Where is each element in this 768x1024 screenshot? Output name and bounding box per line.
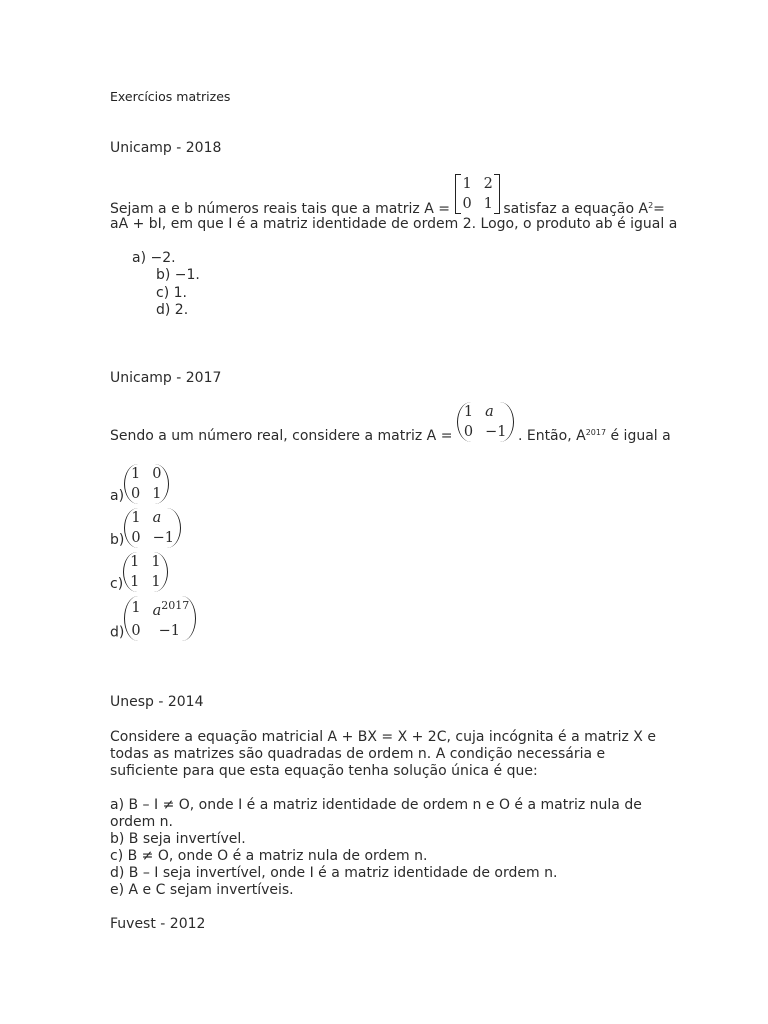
q3-option-e: e) A e C sejam invertíveis. [110,882,294,898]
q1-exponent: 2 [648,201,654,210]
matrix-cell: 0 [462,196,472,212]
q3-option-b: b) B seja invertível. [110,831,246,847]
q3-heading: Unesp - 2014 [110,694,204,710]
matrix-cell: 1 [483,196,493,212]
option-label: b) [110,532,125,548]
q3-text-line3: suficiente para que esta equação tenha solução única é que: [110,763,538,779]
matrix-cell: −1 [485,424,507,440]
q2-heading: Unicamp - 2017 [110,370,222,386]
matrix-cell: 2 [483,176,493,192]
q3-option-d: d) B – I seja invertível, onde I é a matriz identidade de ordem n. [110,865,558,881]
q1-option-b: b) −1. [156,267,200,283]
q3-option-c: c) B ≠ O, onde O é a matriz nula de ordem n. [110,848,428,864]
option-label: a) [110,488,125,504]
option-label: c) [110,576,124,592]
matrix-cell: 1 [463,404,474,420]
q3-text-line2: todas as matrizes são quadradas de ordem n. A condição necessária e [110,746,606,762]
q1-text-before: Sejam a e b números reais tais que a matriz A = [110,201,450,217]
q1-option-d: d) 2. [156,302,189,318]
matrix-cell: 1 [462,176,472,192]
q3-option-a-cont: ordem n. [110,814,173,830]
q2-matrix-a [457,402,514,442]
q2-text-before: Sendo a um número real, considere a matriz A = [110,428,453,444]
q2-option-d [110,596,196,641]
q1-text-after: satisfaz a equação $A^2=$ [503,201,665,217]
option-matrix: 1 1 1 1 [123,552,167,592]
q3-option-a: a) B – I ≠ O, onde I é a matriz identidade de ordem n e O é a matriz nula de [110,797,642,813]
document-title: Exercícios matrizes [110,89,231,104]
option-matrix: 1 a 0 −1 [124,508,181,548]
q1-matrix-a [456,174,498,214]
q2-statement [110,402,671,445]
q3-text-line1: Considere a equação matricial A + BX = X + 2C, cuja incógnita é a matriz X e [110,729,656,745]
matrix-cell: 0 [463,424,474,440]
q1-heading: Unicamp - 2018 [110,140,222,156]
option-matrix: 1 $a^{2017}$ 0 −1 [124,596,196,641]
q2-option-a [110,464,169,505]
q4-heading: Fuvest - 2012 [110,916,206,932]
option-label: d) [110,624,125,641]
matrix-cell: a [485,404,494,420]
q2-option-b [110,508,181,549]
q2-option-c [110,552,168,593]
q1-statement-line1 [110,174,665,218]
q1-option-c: c) 1. [156,285,187,301]
q2-text-after: . Então, $A^{2017}$ é igual a [517,428,671,444]
q1-statement-line2: aA + bI, em que I é a matriz identidade de ordem 2. Logo, o produto ab é igual a [110,216,678,232]
option-matrix: 1 0 0 1 [124,464,168,504]
q1-option-a: a) −2. [132,250,176,266]
q2-exponent: 2017 [585,428,607,437]
